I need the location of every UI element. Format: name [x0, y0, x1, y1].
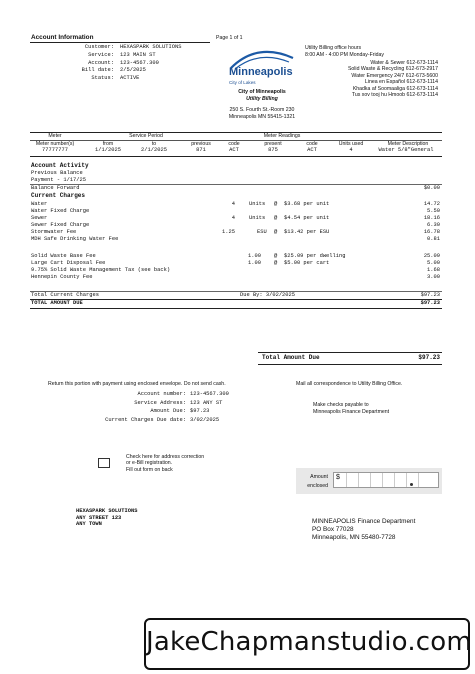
charge-row: Water 4 Units @ $3.68 per unit 14.72 — [31, 201, 440, 207]
total-due-value: $97.23 — [420, 300, 440, 306]
dept-utility: Utility Billing — [246, 96, 278, 102]
charges-list — [31, 201, 442, 291]
charge-row: 9.75% Solid Waste Management Tax (see back) 1.68 — [31, 267, 440, 273]
activity-title: Account Activity — [31, 162, 89, 169]
watermark-banner: JakeChapmanstudio.com — [144, 618, 470, 670]
mail-note: Mail all correspondence to Utility Billing Office. — [296, 381, 403, 387]
stub-account-number: 123-4567.300 — [190, 391, 229, 397]
service-address: 123 MAIN ST — [120, 51, 156, 58]
col-meter-description: Meter Description — [387, 141, 429, 147]
stub-fields: Account number: 123-4567.300 Service Address: 123 ANY ST Amount Due: $97.23 Current Charges Due date: 3/02/2025 — [105, 391, 229, 423]
charge-row: Large Cart Disposal Fee 1.00 @ $5.00 per cart 5.00 — [31, 260, 440, 266]
charge-row: Solid Waste Base Fee 1.00 @ $25.09 per dwelling 25.09 — [31, 253, 440, 259]
dept-address-2: Minneapolis MN 55415-1321 — [228, 114, 296, 120]
col-units-used: Units used — [338, 141, 364, 147]
contact-emergency: Water Emergency 24/7 612-673-5600 — [351, 72, 438, 79]
customer-name: HEXASPARK SOLUTIONS — [120, 44, 182, 50]
col-meter-number: Meter number(s) — [35, 141, 75, 147]
col-code-1: code — [228, 141, 240, 147]
stub-due-date: 3/02/2025 — [190, 416, 220, 423]
logo-wordmark: Minneapolis — [229, 66, 293, 78]
logo-tagline: City of Lakes — [229, 80, 256, 85]
service-period-group: Service Period — [129, 133, 163, 139]
contact-spanish: Linea en Español 612-673-1114 — [364, 79, 438, 86]
checks-payable-2: Minneapolis Finance Department — [313, 409, 390, 415]
dept-name: City of Minneapolis — [238, 89, 286, 95]
current-charges-title: Current Charges — [31, 192, 86, 199]
col-present: present — [264, 141, 282, 147]
contact-lines — [300, 60, 438, 98]
amount-label-2: enclosed — [307, 483, 328, 489]
meter-table-bottom-rule — [30, 156, 442, 157]
col-previous: previous — [191, 141, 211, 147]
balance-forward-label: Balance Forward — [31, 185, 80, 191]
amount-currency: $ — [336, 474, 340, 481]
bill-date: 2/5/2025 — [120, 67, 146, 74]
charge-row: MDH Safe Drinking Water Fee 0.81 — [31, 236, 440, 242]
account-row: Account: 123-4567.300 — [88, 59, 159, 66]
customer-address: HEXASPARK SOLUTIONS ANY STREET 123 ANY TOWN — [76, 508, 138, 528]
col-to: to — [151, 141, 157, 147]
meter-row: 77777777 1/1/2025 2/1/2025 871 ACT 875 ACT 4 Water 5/8"General — [42, 147, 434, 153]
charge-row: Sewer Fixed Charge 6.30 — [31, 222, 440, 228]
account-fields — [56, 44, 216, 83]
decimal-point-icon — [410, 483, 413, 486]
charge-row: Stormwater Fee 1.25 ESU @ $13.42 per ESU 16.78 — [31, 229, 440, 235]
customer-row: Customer: HEXASPARK SOLUTIONS — [84, 44, 182, 50]
account-info-title: Account Information — [31, 34, 94, 41]
page-label: Page 1 of 1 — [216, 35, 243, 41]
dept-address-1: 250 S. Fourth St.-Room 230 — [229, 107, 295, 113]
contact-hmong: Tus xov tooj hu Hmoob 612-673-1114 — [351, 92, 438, 99]
stub-total-due-value: $97.23 — [418, 354, 440, 361]
contact-solid-waste: Solid Waste & Recycling 612-673-2917 — [347, 66, 438, 73]
account-number: 123-4567.300 — [120, 59, 159, 66]
stub-amount-due: $97.23 — [190, 408, 210, 414]
payment-label: Payment - 1/17/25 — [31, 177, 86, 183]
address-correction-checkbox[interactable] — [98, 458, 110, 468]
balance-forward-value: $0.00 — [423, 185, 440, 191]
office-hours-title: Utility Billing office hours — [305, 45, 362, 51]
checkbox-instructions: Check here for address correction or e-Bill registration. Fill out form on back — [126, 454, 205, 473]
stub-service-address: 123 ANY ST — [190, 399, 223, 406]
service-row: Service: 123 MAIN ST — [88, 51, 156, 58]
previous-balance-label: Previous Balance — [31, 170, 83, 176]
status-row: Status: ACTIVE — [91, 75, 140, 82]
charge-row: Sewer 4 Units @ $4.54 per unit 18.16 — [31, 215, 440, 221]
amount-enclosed-input[interactable] — [333, 472, 439, 488]
return-note: Return this portion with payment using enclosed envelope. Do not send cash. — [48, 381, 226, 387]
contact-somali: Khadka af Soomaaliga 612-673-1114 — [352, 85, 438, 92]
col-from: from — [102, 141, 114, 147]
account-status: ACTIVE — [120, 75, 140, 82]
header-rule — [30, 42, 210, 43]
amount-label-1: Amount — [310, 474, 328, 480]
meter-readings-group: Meter Readings — [263, 133, 301, 139]
checks-payable-1: Make checks payable to — [313, 402, 369, 408]
charge-row: Water Fixed Charge 5.50 — [31, 208, 440, 214]
remit-address: MINNEAPOLIS Finance Department PO Box 77028 Minneapolis, MN 55480-7728 — [312, 518, 416, 541]
total-current-label: Total Current Charges — [31, 292, 99, 298]
bill-date-row: Bill date: 2/5/2025 — [81, 67, 146, 74]
col-code-2: code — [306, 141, 318, 147]
total-due-label: TOTAL AMOUNT DUE — [31, 300, 83, 306]
due-by-label: Due By: 3/02/2025 — [240, 292, 295, 298]
meter-table: Service Period Meter Readings Meter Meter number(s) from to previous code present code Units used Meter Description — [30, 133, 442, 155]
office-hours: 8:00 AM - 4:00 PM Monday-Friday — [305, 52, 384, 58]
total-current-value: $97.23 — [420, 292, 440, 298]
contact-water-sewer: Water & Sewer 612-673-1114 — [370, 60, 438, 66]
stub-total-due-label: Total Amount Due — [262, 354, 320, 361]
charge-row: Hennepin County Fee 3.00 — [31, 274, 440, 280]
